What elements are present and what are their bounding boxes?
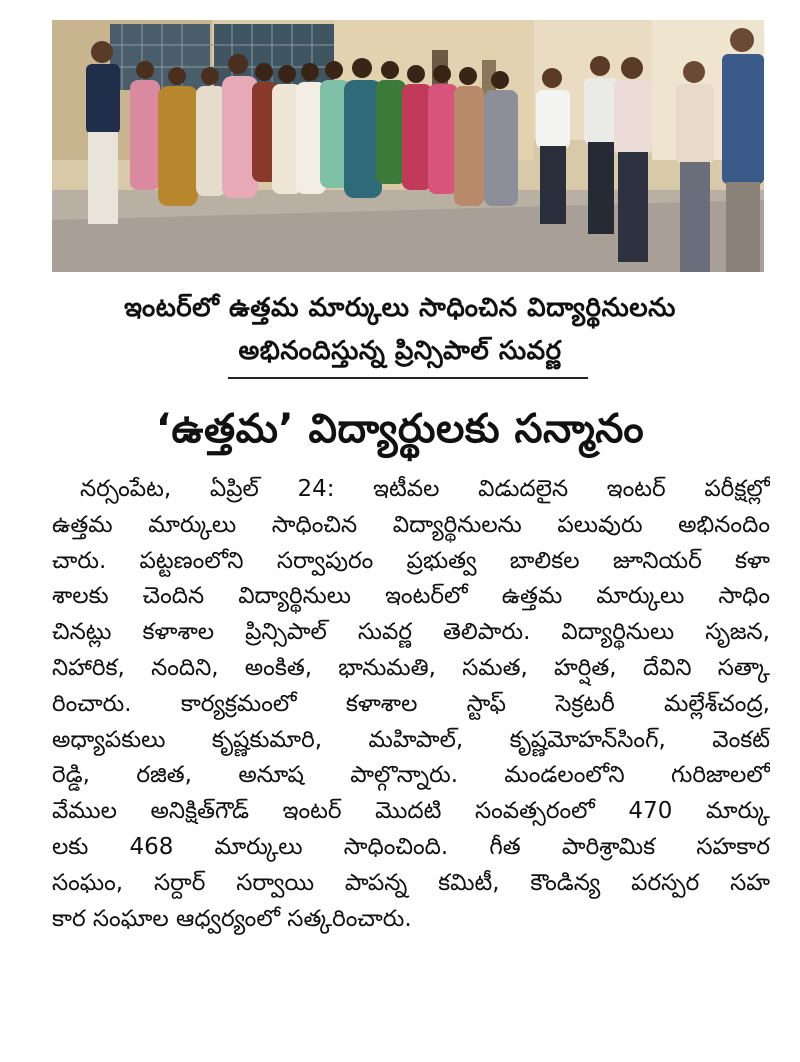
photo-caption-line-1: ఇంటర్‌లో ఉత్తమ మార్కులు సాధించిన విద్యార్థినులను (124, 293, 676, 323)
article-line: ఉత్తమ మార్కులు సాధించిన విద్యార్థినులను పలువురు అభినందిం (52, 511, 770, 538)
article-headline: ‘ఉత్తమ’ విద్యార్థులకు సన్మానం (155, 406, 645, 452)
article-body (52, 472, 770, 937)
article-line: సంఘం, సర్దార్ సర్వాయి పాపన్న కమిటీ, కౌండిన్య పరస్పర సహ (52, 869, 770, 896)
article-line: నర్సంపేట, ఏప్రిల్ 24: ఇటీవల విడుదలైన ఇంటర్ పరీక్షల్లో (80, 476, 770, 502)
article-line: కార సంఘాల ఆధ్వర్యంలో సత్కరించారు. (52, 905, 412, 932)
article-line: శాలకు చెందిన విద్యార్థినులు ఇంటర్‌లో ఉత్తమ మార్కులు సాధిం (52, 583, 770, 610)
article-line: రించారు. కార్యక్రమంలో కళాశాల స్టాఫ్ సెక్రటరీ మల్లేశ్‌చంద్ర, (52, 690, 770, 717)
group-photo (52, 20, 764, 272)
article-line: వేముల అనిక్షిత్‌గౌడ్ ఇంటర్ మొదటి సంవత్సరంలో 470 మార్కు (52, 798, 770, 825)
article-line: అధ్యాపకులు కృష్ణకుమారి, మహిపాల్, కృష్ణమోహన్‌సింగ్, వెంకట్ (52, 726, 770, 753)
group-photo-icon (52, 20, 764, 272)
article-line: చినట్లు కళాశాల ప్రిన్సిపాల్ సువర్ణ తెలిపారు. విద్యార్థినులు సృజన, (52, 619, 770, 646)
article-line: రెడ్డి, రజిత, అనూష పాల్గొన్నారు. మండలంలోని గురిజాలలో (52, 762, 770, 789)
article-line: చారు. పట్టణంలోని సర్వాపురం ప్రభుత్వ బాలికల జూనియర్ కళా (52, 547, 770, 574)
photo-caption-line-2: అభినందిస్తున్న ప్రిన్సిపాల్ సువర్ణ (238, 336, 562, 366)
article-line: లకు 468 మార్కులు సాధించింది. గీత పారిశ్రామిక సహకార (52, 833, 770, 860)
caption-underline (228, 377, 588, 379)
article-line: నిహారిక, నందిని, అంకిత, భానుమతి, సమత, హర్షిత, దేవిని సత్కా (52, 654, 770, 681)
